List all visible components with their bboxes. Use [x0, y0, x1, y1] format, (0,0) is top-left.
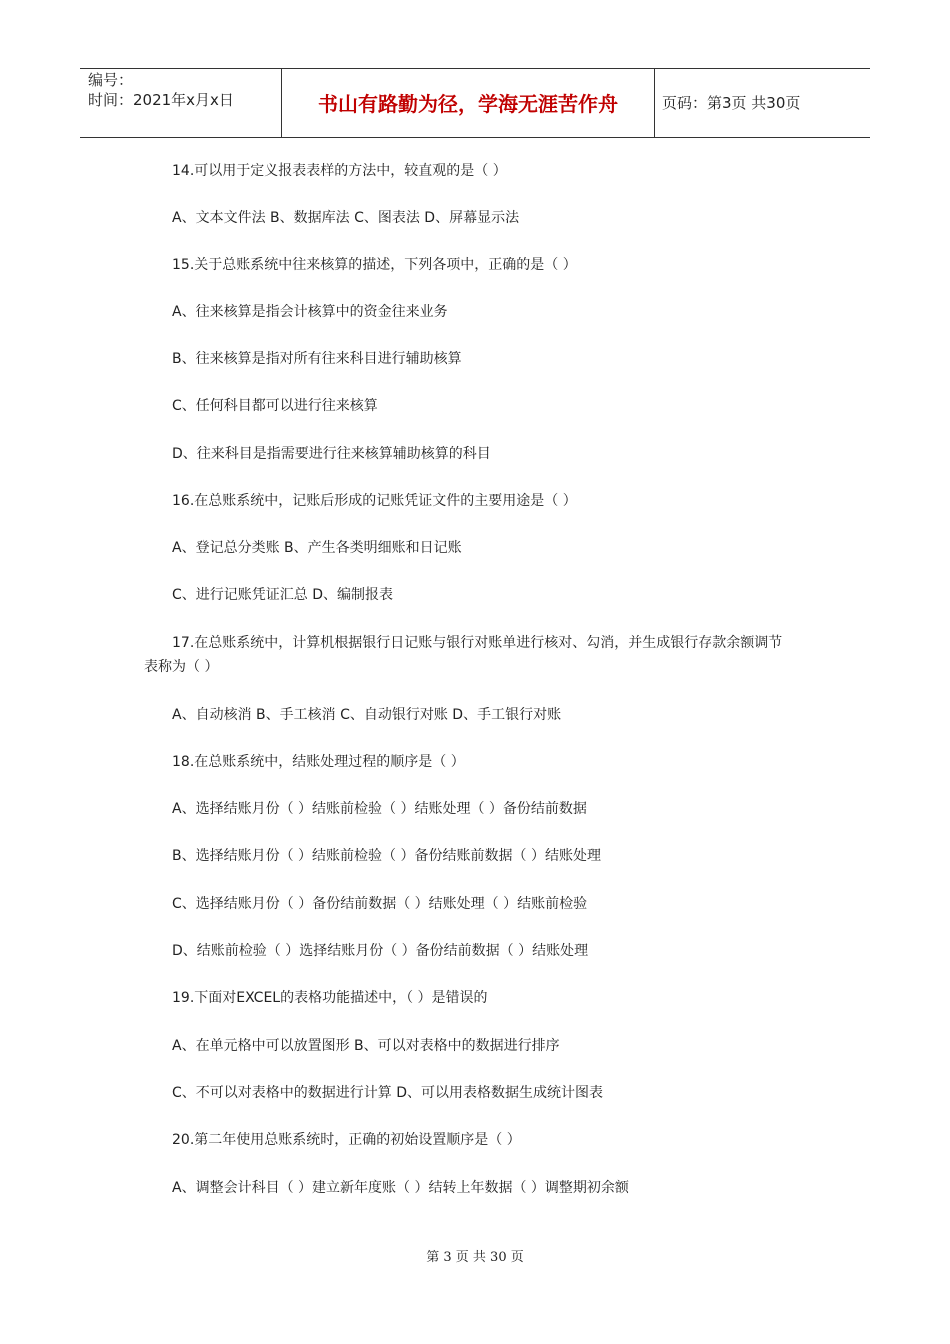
question-14: 14.可以用于定义报表表样的方法中，较直观的是（ ） — [172, 163, 507, 179]
page-footer: 第 3 页 共 30 页 — [426, 1250, 524, 1265]
header-meta-cell — [80, 69, 280, 137]
question-17-continued: 表称为（ ） — [144, 659, 219, 675]
question-16-options-ab: A、登记总分类账 B、产生各类明细账和日记账 — [172, 540, 462, 556]
question-20-option-a: A、调整会计科目（ ）建立新年度账（ ）结转上年数据（ ）调整期初余额 — [172, 1180, 629, 1196]
question-16-options-cd: C、进行记账凭证汇总 D、编制报表 — [172, 587, 394, 603]
question-18: 18.在总账系统中，结账处理过程的顺序是（ ） — [172, 754, 465, 770]
question-15-option-a: A、往来核算是指会计核算中的资金往来业务 — [172, 304, 448, 320]
question-19-options-ab: A、在单元格中可以放置图形 B、可以对表格中的数据进行排序 — [172, 1038, 560, 1054]
question-20: 20.第二年使用总账系统时，正确的初始设置顺序是（ ） — [172, 1132, 521, 1148]
question-15: 15.关于总账系统中往来核算的描述，下列各项中，正确的是（ ） — [172, 257, 577, 273]
question-19-options-cd: C、不可以对表格中的数据进行计算 D、可以用表格数据生成统计图表 — [172, 1085, 604, 1101]
question-18-option-d: D、结账前检验（ ）选择结账月份（ ）备份结前数据（ ）结账处理 — [172, 943, 589, 959]
question-18-option-b: B、选择结账月份（ ）结账前检验（ ）备份结账前数据（ ）结账处理 — [172, 848, 601, 864]
question-14-options: A、文本文件法 B、数据库法 C、图表法 D、屏幕显示法 — [172, 210, 520, 226]
page-header — [80, 68, 870, 138]
question-16: 16.在总账系统中，记账后形成的记账凭证文件的主要用途是（ ） — [172, 493, 577, 509]
question-15-option-b: B、往来核算是指对所有往来科目进行辅助核算 — [172, 351, 462, 367]
question-17: 17.在总账系统中，计算机根据银行日记账与银行对账单进行核对、勾消，并生成银行存款余额调节 — [172, 635, 783, 651]
question-15-option-c: C、任何科目都可以进行往来核算 — [172, 398, 378, 414]
question-18-option-c: C、选择结账月份（ ）备份结前数据（ ）结账处理（ ）结账前检验 — [172, 896, 588, 912]
header-page-number: 页码：第3页 共30页 — [662, 94, 801, 112]
question-19: 19.下面对EXCEL的表格功能描述中，（ ）是错误的 — [172, 990, 488, 1006]
question-15-option-d: D、往来科目是指需要进行往来核算辅助核算的科目 — [172, 446, 491, 462]
document-date: 时间：2021年x月x日 — [88, 91, 234, 109]
header-page-cell — [654, 69, 870, 137]
question-18-option-a: A、选择结账月份（ ）结账前检验（ ）结账处理（ ）备份结前数据 — [172, 801, 587, 817]
document-code-label: 编号： — [88, 71, 134, 89]
question-17-options: A、自动核消 B、手工核消 C、自动银行对账 D、手工银行对账 — [172, 707, 562, 723]
header-motto-cell — [281, 69, 655, 137]
header-motto: 书山有路勤为径，学海无涯苦作舟 — [318, 92, 618, 116]
